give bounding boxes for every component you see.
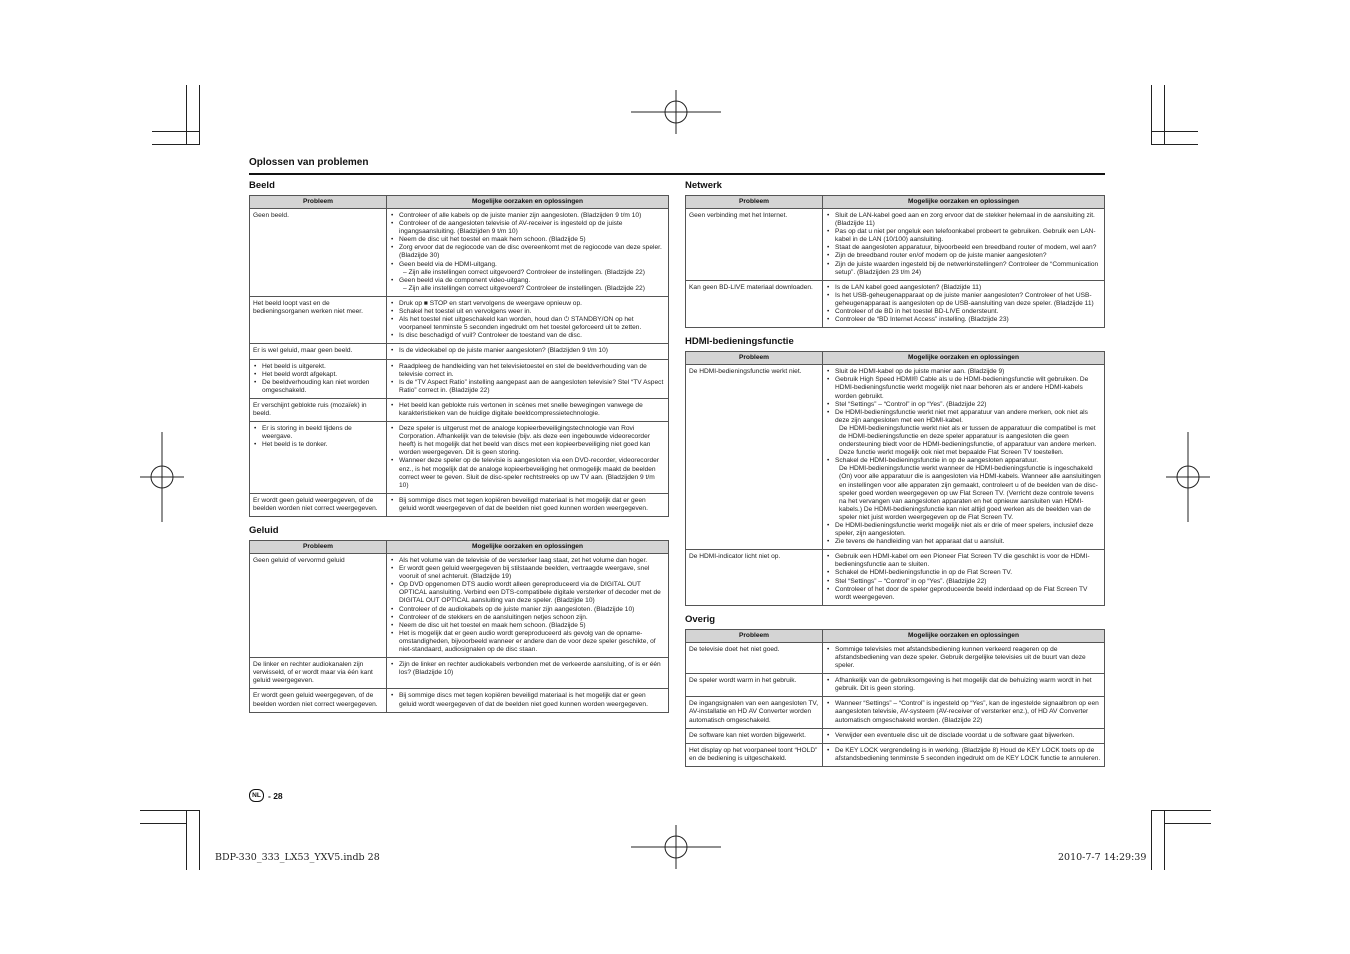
solutions-list — [826, 368, 1101, 546]
problem-text: Geen beeld. — [253, 212, 289, 219]
problem-cell — [250, 398, 387, 421]
column-header-problem: Probleem — [686, 629, 823, 642]
solutions-cell — [823, 365, 1105, 550]
solutions-list — [826, 284, 1101, 324]
column-header-problem: Probleem — [250, 196, 387, 209]
problem-cell — [686, 728, 823, 743]
section-title: Geluid — [249, 525, 279, 536]
problem-cell — [686, 697, 823, 728]
solutions-list — [390, 212, 665, 293]
problem-cell — [686, 209, 823, 281]
table-row — [250, 398, 669, 421]
solution-item: • Het beeld kan geblokte ruis vertonen in scènes met snelle bewegingen vanwege de karakteristieken van de huidige digitale beeldcompressietechnologie. — [390, 402, 665, 418]
solutions-list — [390, 497, 665, 513]
solution-item: • Sluit de HDMI-kabel op de juiste manier aan. (Bladzijde 9) — [826, 368, 1101, 376]
column-header-problem: Probleem — [686, 352, 823, 365]
solution-item: • Druk op ■ STOP en start vervolgens de weergave opnieuw op. — [390, 300, 665, 308]
solution-item: • Is de LAN kabel goed aangesloten? (Bladzijde 11) — [826, 284, 1101, 292]
solutions-list — [826, 747, 1101, 763]
problem-text: De speler wordt warm in het gebruik. — [689, 677, 797, 685]
table-row — [686, 697, 1105, 728]
problem-cell — [686, 365, 823, 550]
solutions-cell — [387, 296, 669, 343]
solution-item: • Staat de aangesloten apparatuur, bijvoorbeeld een breedband router of modem, wel aan? — [826, 244, 1101, 252]
table-header-row — [686, 352, 1105, 365]
solution-item: • Geen beeld via de HDMI-uitgang. – Zijn alle instellingen correct uitgevoerd? Controleer de instellingen. (Bladzijde 22) — [390, 261, 665, 277]
solutions-list — [826, 646, 1101, 670]
solution-item: • De HDMI-bedieningsfunctie werkt mogelijk niet als er drie of meer spelers, inclusief deze speler, zijn aangesloten. — [826, 522, 1101, 538]
solutions-cell — [387, 658, 669, 689]
solutions-list — [390, 300, 665, 340]
problem-cell — [686, 743, 823, 766]
section-hdmi — [685, 336, 1105, 606]
solution-item: • Raadpleeg de handleiding van het televisietoestel en stel de beeldverhouding van de televisie correct in. — [390, 363, 665, 379]
table-row — [250, 493, 669, 516]
table-row — [250, 209, 669, 297]
table-header-row — [250, 196, 669, 209]
problem-text: Het beeld loopt vast en de bedieningsorganen werken niet meer. — [253, 299, 363, 316]
solution-item: • Is disc beschadigd of vuil? Controleer de toestand van de disc. — [390, 332, 665, 340]
solutions-cell — [823, 697, 1105, 728]
table-row — [250, 422, 669, 494]
solution-item: • Controleer of het door de speler geproduceerde beeld inderdaad op de Flat Screen TV wordt weergegeven. — [826, 586, 1101, 602]
solution-item: • Sommige televisies met afstandsbediening kunnen verkeerd reageren op de afstandsbediening van deze speler. Gebruik dergelijke televisies uit de buurt van deze speler. — [826, 646, 1101, 670]
solutions-list — [390, 363, 665, 395]
solution-item: • Bij sommige discs met tegen kopiëren beveiligd materiaal is het mogelijk dat er geen geluid wordt weergegeven of dat de beelden niet goed kunnen worden weergegeven. — [390, 692, 665, 708]
solutions-cell — [823, 743, 1105, 766]
solution-item: • Neem de disc uit het toestel en maak hem schoon. (Bladzijde 5) — [390, 622, 665, 630]
beeld-table — [249, 195, 669, 517]
problem-cell — [250, 344, 387, 359]
table-row — [686, 642, 1105, 673]
table-row — [250, 344, 669, 359]
solution-item: • Controleer de “BD Internet Access” instelling. (Bladzijde 23) — [826, 316, 1101, 324]
solutions-cell — [387, 359, 669, 398]
problem-text: De linker en rechter audiokanalen zijn verwisseld, of er wordt maar via één kant geluid weergegeven. — [253, 661, 373, 685]
problem-cell — [250, 296, 387, 343]
solution-item: • Het is mogelijk dat er geen audio wordt gereproduceerd als gevolg van de opname-omstandigheden, bijvoorbeeld wanneer er andere dan de voor deze speler geschikte, of niet-standaard, audiosignalen op de disc staan. — [390, 630, 665, 654]
registration-mark-bottom — [631, 825, 721, 869]
problem-cell — [686, 550, 823, 606]
solutions-cell — [387, 344, 669, 359]
problem-text: De ingangsignalen van een aangesloten TV, AV-installatie en HD AV Converter worden automatisch omgeschakeld. — [689, 700, 819, 724]
problem-list — [253, 425, 383, 449]
solution-item: • Bij sommige discs met tegen kopiëren beveiligd materiaal is het mogelijk dat er geen geluid wordt weergegeven of dat de beelden niet goed kunnen worden weergegeven. — [390, 497, 665, 513]
problem-text: Het display op het voorpaneel toont “HOLD” en de bediening is uitgeschakeld. — [689, 746, 818, 762]
problem-item: • Het beeld wordt afgekapt. — [253, 371, 383, 379]
solution-item: • Is het USB-geheugenapparaat op de juiste manier aangesloten? Controleer of het USB-geheugenapparaat is aangesloten op de USB-aansluiting van deze speler. (Bladzijde 11) — [826, 292, 1101, 308]
solutions-list — [826, 732, 1101, 740]
solution-item: • Controleer of de stekkers en de aansluitingen netjes schoon zijn. — [390, 614, 665, 622]
problem-cell — [250, 689, 387, 712]
table-header-row — [686, 629, 1105, 642]
left-column — [249, 180, 669, 721]
solutions-cell — [387, 398, 669, 421]
solution-item: • Neem de disc uit het toestel en maak hem schoon. (Bladzijde 5) — [390, 236, 665, 244]
table-header-row — [250, 541, 669, 554]
section-overig — [685, 614, 1105, 767]
solution-item: • Controleer of alle kabels op de juiste manier zijn aangesloten. (Bladzijden 9 t/m 10) — [390, 212, 665, 220]
section-beeld — [249, 180, 669, 517]
geluid-table — [249, 540, 669, 713]
netwerk-table — [685, 195, 1105, 328]
solutions-list — [826, 553, 1101, 602]
problem-cell — [250, 359, 387, 398]
table-row — [250, 689, 669, 712]
solutions-list — [390, 557, 665, 654]
solutions-cell — [823, 674, 1105, 697]
table-row — [686, 674, 1105, 697]
solution-item: • Afhankelijk van de gebruiksomgeving is het mogelijk dat de behuizing warm wordt in het gebruik. Dit is geen storing. — [826, 677, 1101, 693]
solution-item: • Gebruik een HDMI-kabel om een Pioneer Flat Screen TV die geschikt is voor de HDMI-bedieningsfunctie aan te sluiten. — [826, 553, 1101, 569]
table-row — [250, 296, 669, 343]
column-header-problem: Probleem — [686, 196, 823, 209]
problem-text: De HDMI-bedieningsfunctie werkt niet. — [689, 368, 802, 376]
problem-cell — [686, 674, 823, 697]
problem-text: Er is wel geluid, maar geen beeld. — [253, 347, 353, 355]
column-header-problem: Probleem — [250, 541, 387, 554]
solution-item: • Wanneer “Settings” – “Control” is ingesteld op “Yes”, kan de ingestelde signaalbron op een aangesloten televisie, AV-systeem (AV-receiver of versterker enz.), of HD AV Converter automatisch omgeschakeld worden. (Bladzijde 22) — [826, 700, 1101, 724]
problem-text: Er wordt geen geluid weergegeven, of de beelden worden niet correct weergegeven. — [253, 496, 378, 512]
solution-item: • Schakel de HDMI-bedieningsfunctie in op de aangesloten apparatuur. De HDMI-bedieningsfunctie werkt wanneer de HDMI-bedieningsfunctie is ingeschakeld (On) voor alle apparatuur die is aangesloten via HDMI-kabels. Wanneer alle aansluitingen en instellingen voor alle apparaten zijn gemaakt, controleert u of de beelden van de disc-speler goed worden weergegeven op uw Flat Screen TV. (Verricht deze controle tevens na het vervangen van aangesloten apparaten en het opnieuw aansluiten van HDMI-kabels.) De HDMI-bedieningsfunctie kan niet altijd goed werken als de beelden van de speler niet juist worden weergegeven op de Flat Screen TV. — [826, 457, 1101, 522]
solution-item: • Is de “TV Aspect Ratio” instelling aangepast aan de aangesloten televisie? Stel “TV Aspect Ratio” correct in. (Bladzijde 22) — [390, 379, 665, 395]
problem-cell — [686, 280, 823, 327]
solution-item: • Gebruik High Speed HDMI® Cable als u de HDMI-bedieningsfunctie wilt gebruiken. De HDMI-bedieningsfunctie werkt mogelijk niet naar behoren als er andere HDMI-kabels worden gebruikt. — [826, 376, 1101, 400]
solution-item: • Stel “Settings” – “Control” in op “Yes”. (Bladzijde 22) — [826, 578, 1101, 586]
solutions-list — [826, 700, 1101, 724]
solution-item: • De KEY LOCK vergrendeling is in werking. (Bladzijde 8) Houd de KEY LOCK toets op de afstandsbediening tenminste 5 seconden ingedrukt om de KEY LOCK functie te annuleren. — [826, 747, 1101, 763]
table-row — [686, 280, 1105, 327]
solutions-list — [390, 692, 665, 708]
solutions-cell — [823, 550, 1105, 606]
problem-list — [253, 363, 383, 395]
table-row — [686, 550, 1105, 606]
problem-text: De televisie doet het niet goed. — [689, 645, 780, 653]
solution-item: • Deze speler is uitgerust met de analoge kopieerbeveiligingstechnologie van Rovi Corporation. Afhankelijk van de televisie (bijv. als deze een ingebouwde videorecorder heeft) is het mogelijk dat het beeld van discs met een kopieerbeveiliging niet goed kan worden weergegeven. Dit is geen storing. — [390, 425, 665, 457]
solutions-cell — [823, 209, 1105, 281]
page-header: Oplossen van problemen — [249, 157, 369, 168]
solution-item: • Sluit de LAN-kabel goed aan en zorg ervoor dat de stekker helemaal in de aansluiting zit. (Bladzijde 11) — [826, 212, 1101, 228]
solution-item: • Op DVD opgenomen DTS audio wordt alleen gereproduceerd via de DIGITAL OUT OPTICAL aansluiting. Verbind een DTS-compatibele digitale versterker of decoder met de DIGITAL OUT OPTICAL aansluiting van deze speler. (Bladzijde 10) — [390, 581, 665, 605]
problem-cell — [250, 554, 387, 658]
solutions-cell — [387, 209, 669, 297]
table-row — [686, 728, 1105, 743]
problem-text: Er verschijnt geblokte ruis (mozaïek) in beeld. — [253, 401, 367, 417]
table-row — [250, 658, 669, 689]
column-header-solutions: Mogelijke oorzaken en oplossingen — [387, 541, 669, 554]
problem-cell — [686, 642, 823, 673]
solution-item: • Controleer of de audiokabels op de juiste manier zijn aangesloten. (Bladzijde 10) — [390, 606, 665, 614]
solution-item: • De HDMI-bedieningsfunctie werkt niet met apparatuur van andere merken, ook niet als deze zijn aangesloten met een HDMI-kabel. De HDMI-bedieningsfunctie werkt niet als er tussen de apparatuur die compatibel is met de HDMI-bedieningsfunctie en deze speler apparatuur is aangesloten die geen ondersteuning biedt voor de HDMI-bedieningsfunctie, of apparatuur van andere merken. Deze functie werkt mogelijk ook niet met bepaalde Flat Screen TV toestellen. — [826, 409, 1101, 458]
solution-item: • Zijn de linker en rechter audiokabels verbonden met de verkeerde aansluiting, of is er één los? (Bladzijde 10) — [390, 661, 665, 677]
problem-item: • De beeldverhouding kan niet worden omgeschakeld. — [253, 379, 383, 395]
solution-item: • Controleer of de aangesloten televisie of AV-receiver is ingesteld op de juiste ingangsaansluiting. (Bladzijden 9 t/m 10) — [390, 220, 665, 236]
solutions-list — [390, 661, 665, 677]
page-number-text: - 28 — [268, 790, 283, 801]
solution-item: • Controleer of de BD in het toestel BD-LIVE ondersteunt. — [826, 308, 1101, 316]
table-row — [686, 209, 1105, 281]
section-title: Netwerk — [685, 180, 722, 191]
problem-cell — [250, 209, 387, 297]
solutions-list — [826, 677, 1101, 693]
section-netwerk — [685, 180, 1105, 328]
section-geluid — [249, 525, 669, 713]
column-header-solutions: Mogelijke oorzaken en oplossingen — [823, 196, 1105, 209]
solutions-list — [390, 425, 665, 490]
registration-mark-right — [1166, 432, 1210, 522]
solution-item: • Zorg ervoor dat de regiocode van de disc overeenkomt met de regiocode van deze speler. (Bladzijde 30) — [390, 244, 665, 260]
problem-item: • Het beeld is uitgerekt. — [253, 363, 383, 371]
slug-date: 2010-7-7 14:29:39 — [1058, 852, 1147, 863]
section-title: Beeld — [249, 180, 275, 191]
overig-table — [685, 629, 1105, 767]
problem-text: Kan geen BD-LIVE materiaal downloaden. — [689, 283, 813, 291]
problem-text: Er wordt geen geluid weergegeven, of de beelden worden niet correct weergegeven. — [253, 692, 378, 708]
solution-item: • Zijn de breedband router en/of modem op de juiste manier aangesloten? — [826, 252, 1101, 260]
language-badge: NL — [249, 789, 264, 802]
solution-item: • Stel “Settings” – “Control” in op “Yes”. (Bladzijde 22) — [826, 401, 1101, 409]
solutions-list — [826, 212, 1101, 277]
solution-item: • Er wordt geen geluid weergegeven bij stilstaande beelden, vertraagde weergave, snel vooruit of snel achteruit. (Bladzijde 19) — [390, 565, 665, 581]
problem-item: • Het beeld is te donker. — [253, 441, 383, 449]
table-row — [250, 359, 669, 398]
solutions-cell — [387, 493, 669, 516]
solution-item: • Als het toestel niet uitgeschakeld kan worden, houd dan ⏻ STANDBY/ON op het voorpaneel tenminste 5 seconden ingedrukt om het toestel geforceerd uit te zetten. — [390, 316, 665, 332]
problem-item: • Er is storing in beeld tijdens de weergave. — [253, 425, 383, 441]
table-row — [686, 365, 1105, 550]
solutions-list — [390, 347, 665, 355]
solution-item: • Schakel de HDMI-bedieningsfunctie in op de Flat Screen TV. — [826, 569, 1101, 577]
registration-mark-left — [140, 432, 184, 522]
solutions-cell — [387, 689, 669, 712]
solutions-cell — [823, 728, 1105, 743]
problem-text: Geen geluid of vervormd geluid — [253, 557, 345, 564]
problem-cell — [250, 658, 387, 689]
table-header-row — [686, 196, 1105, 209]
section-title: Overig — [685, 613, 716, 625]
solution-item: • Is de videokabel op de juiste manier aangesloten? (Bladzijden 9 t/m 10) — [390, 347, 665, 355]
solutions-cell — [387, 554, 669, 658]
column-header-solutions: Mogelijke oorzaken en oplossingen — [387, 196, 669, 209]
hdmi-table — [685, 351, 1105, 606]
table-row — [686, 743, 1105, 766]
problem-cell — [250, 493, 387, 516]
solution-item: • Wanneer deze speler op de televisie is aangesloten via een DVD-recorder, videorecorder enz., is het mogelijk dat de analoge kopieerbeveiliging het onmogelijk maakt de beelden correct weer te geven. Sluit de disc-speler rechtstreeks op uw TV aan. (Bladzijden 9 t/m 10) — [390, 457, 665, 489]
problem-cell — [250, 422, 387, 494]
registration-mark-top — [631, 90, 721, 134]
solution-item: • Geen beeld via de component video-uitgang. – Zijn alle instellingen correct uitgevoerd? Controleer de instellingen. (Bladzijde 22) — [390, 277, 665, 293]
solution-item: • Als het volume van de televisie of de versterker laag staat, zet het volume dan hoger. — [390, 557, 665, 565]
right-column — [685, 180, 1105, 775]
solution-item: • Zijn de juiste waarden ingesteld bij de netwerkinstellingen? Controleer de “Communication setup”. (Bladzijden 23 t/m 24) — [826, 261, 1101, 277]
problem-text: Geen verbinding met het Internet. — [689, 212, 788, 219]
column-header-solutions: Mogelijke oorzaken en oplossingen — [823, 629, 1105, 642]
section-title: HDMI-bedieningsfunctie — [685, 336, 794, 348]
slug-filename: BDP-330_333_LX53_YXV5.indb 28 — [215, 852, 380, 863]
solutions-cell — [823, 280, 1105, 327]
solution-item: • Verwijder een eventuele disc uit de disclade voordat u de software gaat bijwerken. — [826, 732, 1101, 740]
column-header-solutions: Mogelijke oorzaken en oplossingen — [823, 352, 1105, 365]
solution-item: • Schakel het toestel uit en vervolgens weer in. — [390, 308, 665, 316]
solution-item: • Zie tevens de handleiding van het apparaat dat u aansluit. — [826, 538, 1101, 546]
solutions-list — [390, 402, 665, 418]
problem-text: De software kan niet worden bijgewerkt. — [689, 731, 806, 739]
page-number — [249, 789, 283, 802]
header-rule — [249, 173, 1105, 175]
table-row — [250, 554, 669, 658]
solutions-cell — [387, 422, 669, 494]
solutions-cell — [823, 642, 1105, 673]
solution-item: • Pas op dat u niet per ongeluk een telefoonkabel probeert te gebruiken. Gebruik een LAN-kabel in de LAN (10/100) aansluiting. — [826, 228, 1101, 244]
problem-text: De HDMI-indicator licht niet op. — [689, 553, 781, 561]
